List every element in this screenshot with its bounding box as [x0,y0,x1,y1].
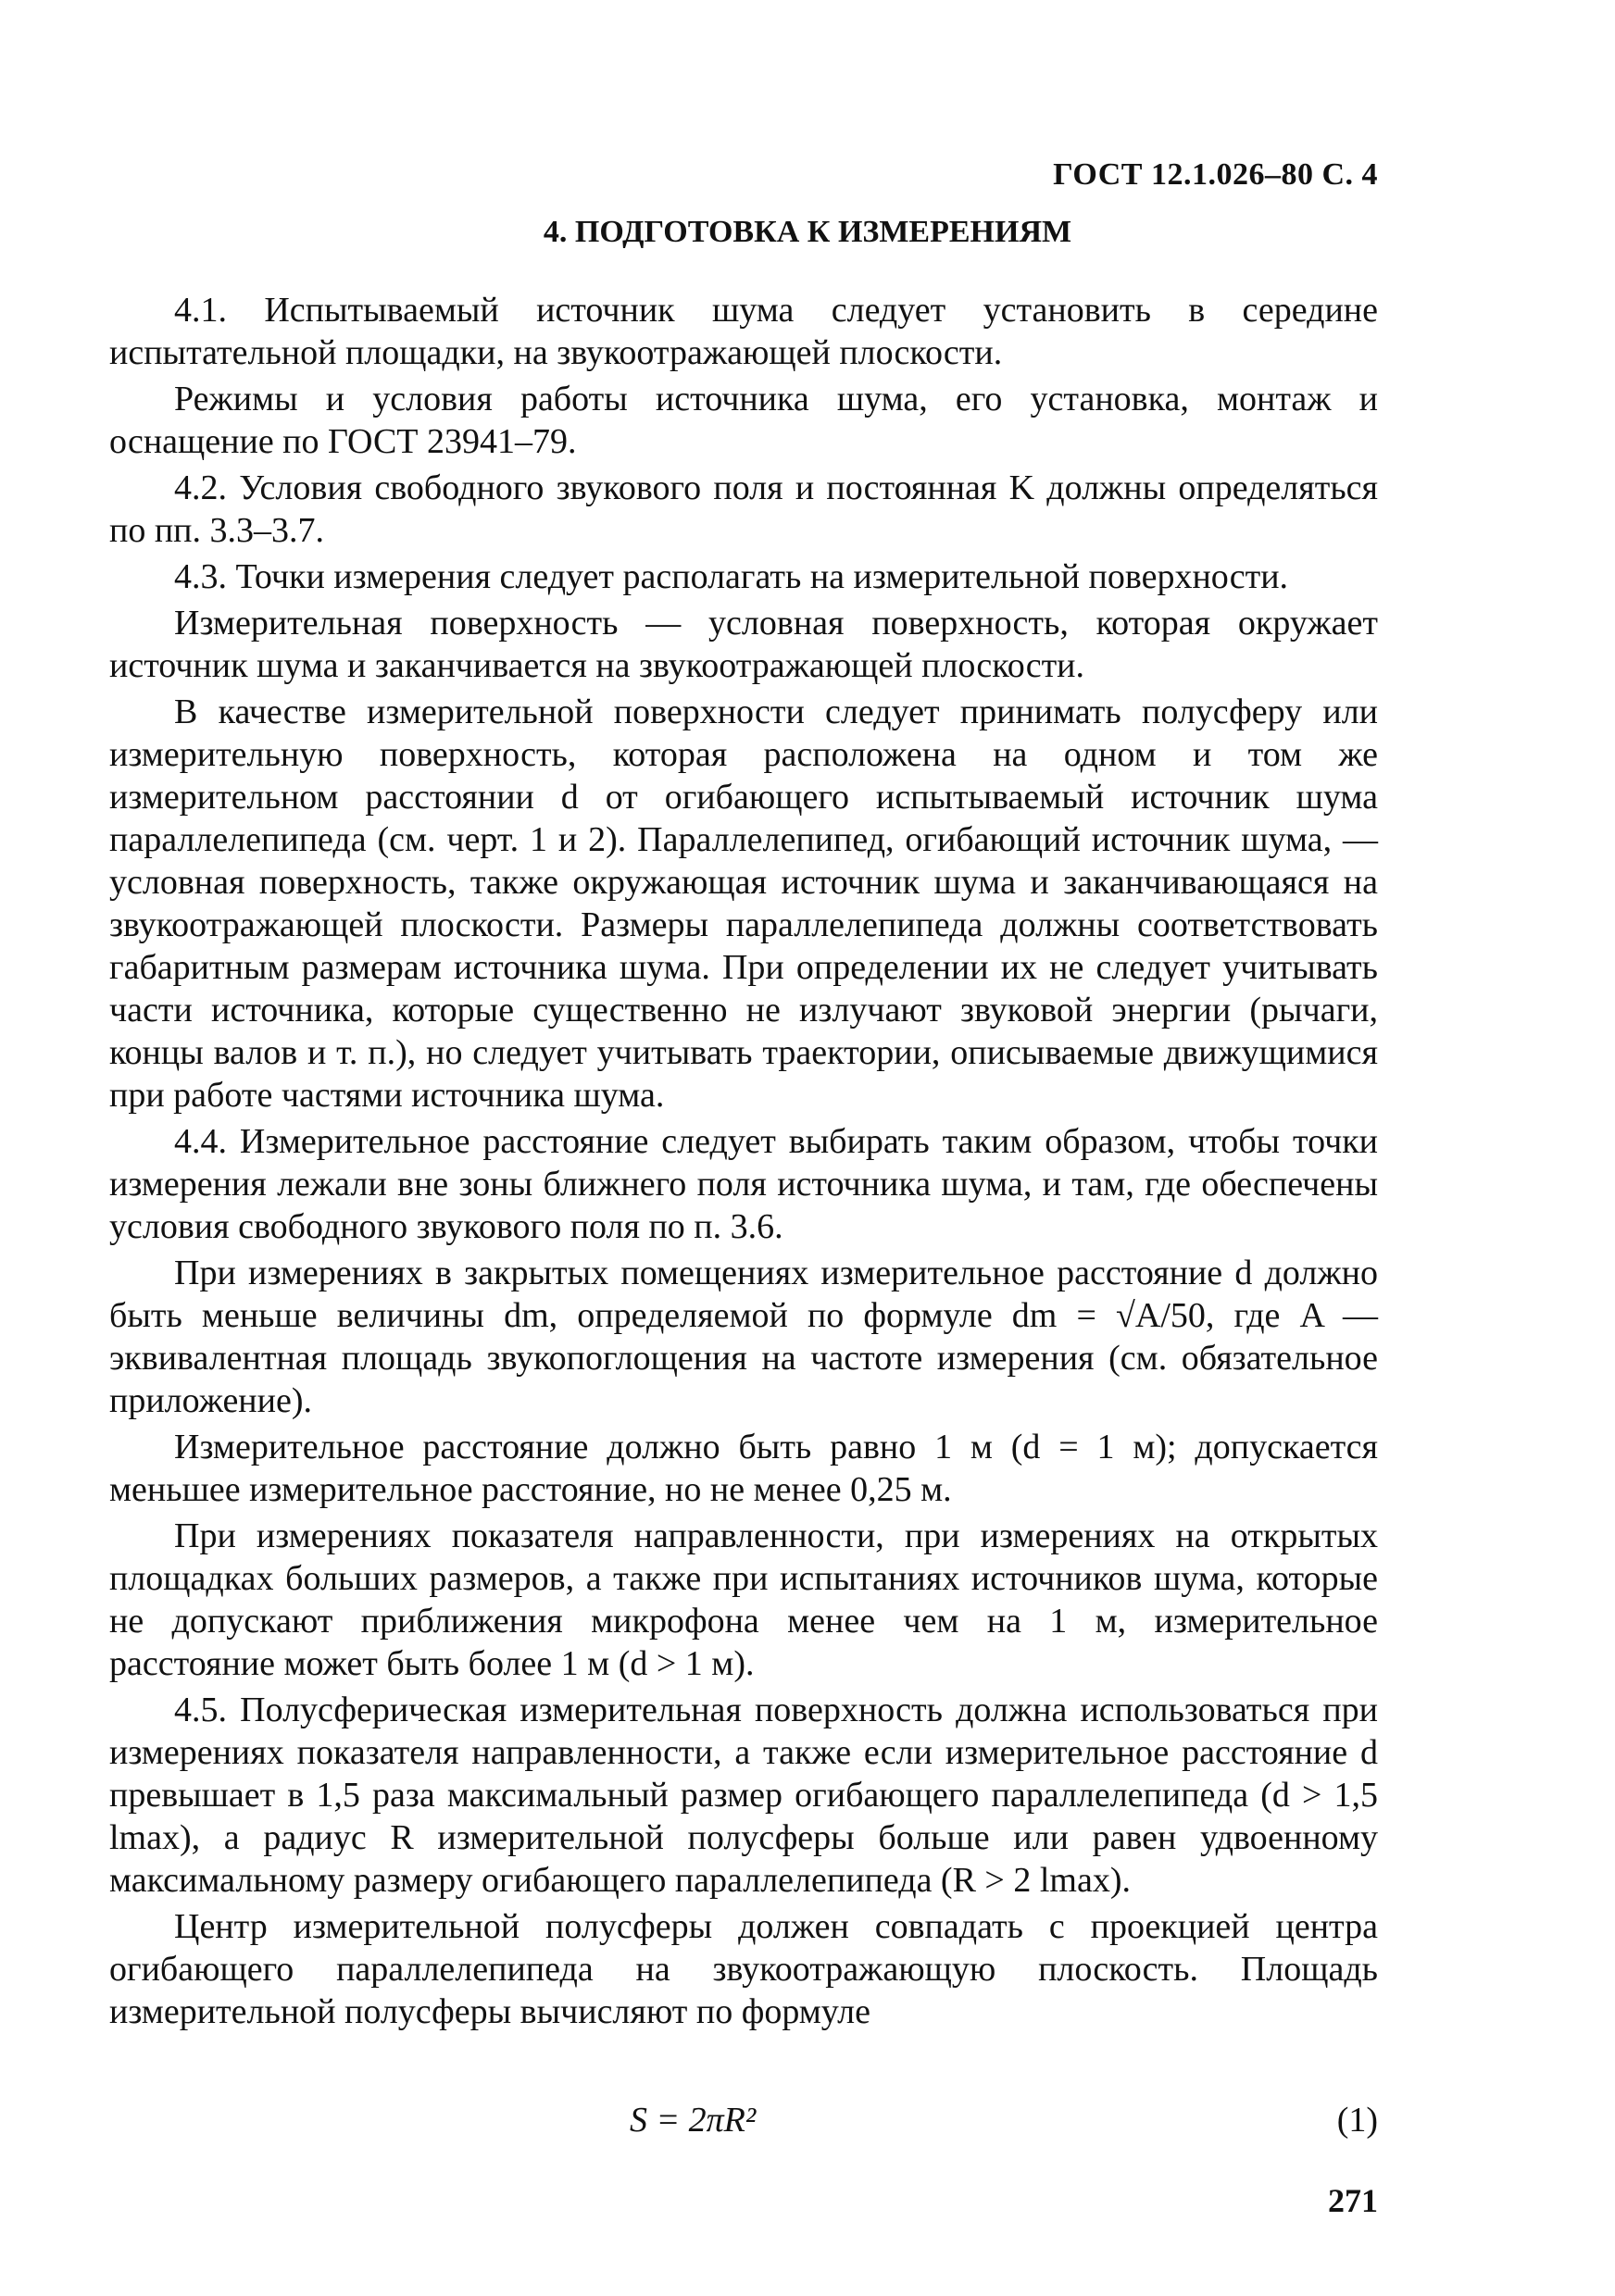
paragraph-distance-1m: Измерительное расстояние должно быть равно 1 м (d = 1 м); допускается меньшее измерительное расстояние, но не менее 0,25 м. [109,1428,1378,1509]
formula-number: (1) [1336,2101,1378,2140]
paragraph-modes: Режимы и условия работы источника шума, его установка, монтаж и оснащение по ГОСТ 23941–79. [109,380,1378,461]
paragraph-4-3: 4.3. Точки измерения следует располагать на измерительной поверхности. [174,557,1289,596]
formula-expression: S = 2πR² [630,2101,757,2140]
paragraph-4-1: 4.1. Испытываемый источник шума следует установить в середине испытательной площадки, на звукоотражающей плоскости. [109,291,1378,372]
section-title: 4. ПОДГОТОВКА К ИЗМЕРЕНИЯМ [543,215,1072,249]
paragraph-hemisphere-or-box: В качестве измерительной поверхности следует принимать полусферу или измерительную поверхность, которая расположена на одном и том же измерительном расстоянии d от огибающего испытываемый источник шума параллелепипеда (см. черт. 1 и 2). Параллелепипед, огибающий источник шума, — условная поверхность, также окружающая источник шума и заканчивающаяся на звукоотражающей плоскости. Размеры параллелепипеда должны соответствовать габаритным размерам источника шума. При определении их не следует учитывать части источника, которые существенно не излучают звуковой энергии (рычаги, концы валов и т. п.), но следует учитывать траектории, описываемые движущимися при работе частями источника шума. [109,693,1378,1115]
paragraph-measurement-surface: Измерительная поверхность — условная поверхность, которая окружает источник шума и заканчивается на звукоотражающей плоскости. [109,604,1378,685]
paragraph-4-4: 4.4. Измерительное расстояние следует выбирать таким образом, чтобы точки измерения лежали вне зоны ближнего поля источника шума, и там, где обеспечены условия свободного звукового поля по п. 3.6. [109,1122,1378,1246]
paragraph-4-2: 4.2. Условия свободного звукового поля и постоянная K должны определяться по пп. 3.3–3.7. [109,468,1378,550]
page-number: 271 [1328,2182,1378,2219]
standard-header: ГОСТ 12.1.026–80 С. 4 [1053,157,1378,192]
body-text [109,289,1378,2037]
paragraph-closed-rooms: При измерениях в закрытых помещениях измерительное расстояние d должно быть меньше величины dm, определяемой по формуле dm = √A/50, где A — эквивалентная площадь звукопоглощения на частоте измерения (см. обязательное приложение). [109,1254,1378,1420]
formula-1 [0,2100,1615,2146]
paragraph-hemisphere-center: Центр измерительной полусферы должен совпадать с проекцией центра огибающего параллелепипеда на звукоотражающую плоскость. Площадь измерительной полусферы вычисляют по формуле [109,1907,1378,2031]
paragraph-directivity: При измерениях показателя направленности, при измерениях на открытых площадках больших размеров, а также при испытаниях источников шума, которые не допускают приближения микрофона менее чем на 1 м, измерительное расстояние может быть более 1 м (d > 1 м). [109,1516,1378,1683]
paragraph-4-5: 4.5. Полусферическая измерительная поверхность должна использоваться при измерениях показателя направленности, а также если измерительное расстояние d превышает в 1,5 раза максимальный размер огибающего параллелепипеда (d > 1,5 lmax), а радиус R измерительной полусферы больше или равен удвоенному максимальному размеру огибающего параллелепипеда (R > 2 lmax). [109,1691,1378,1900]
